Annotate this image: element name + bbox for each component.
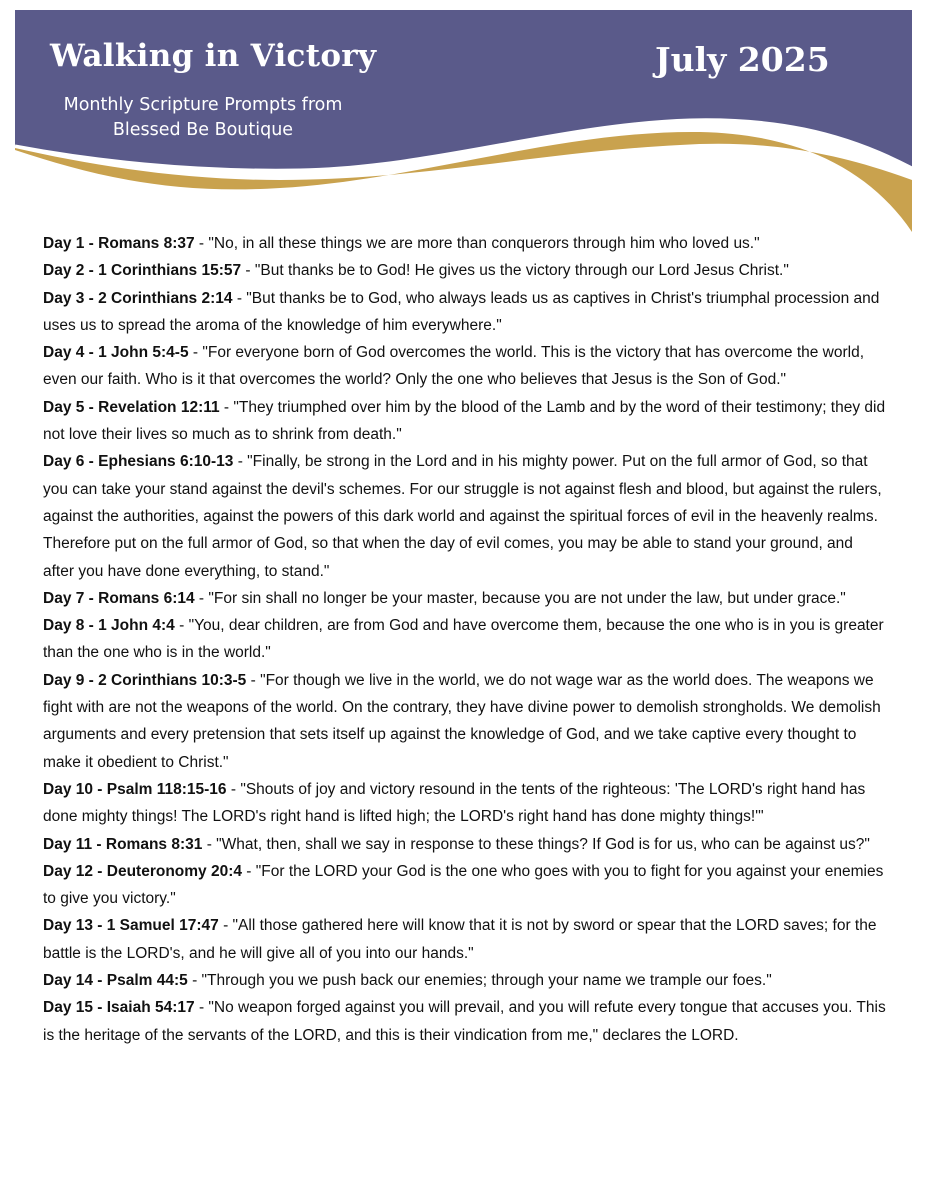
scripture-text: - "But thanks be to God! He gives us the victory through our Lord Jesus Christ." bbox=[241, 262, 789, 280]
scripture-entry bbox=[43, 448, 888, 584]
scripture-entry bbox=[43, 967, 888, 994]
scripture-reference: Day 7 - Romans 6:14 bbox=[43, 589, 195, 607]
scripture-reference: Day 12 - Deuteronomy 20:4 bbox=[43, 862, 242, 880]
scripture-reference: Day 15 - Isaiah 54:17 bbox=[43, 999, 195, 1017]
scripture-reference: Day 11 - Romans 8:31 bbox=[43, 835, 203, 853]
scripture-entry bbox=[43, 831, 888, 858]
scripture-text: - "What, then, shall we say in response to these things? If God is for us, who can be against us?" bbox=[202, 835, 870, 853]
scripture-reference: Day 13 - 1 Samuel 17:47 bbox=[43, 917, 219, 935]
scripture-text: - "They triumphed over him by the blood of the Lamb and by the word of their testimony; they did not love their lives so much as to shrink from death." bbox=[43, 398, 886, 444]
scripture-text: - "But thanks be to God, who always leads us as captives in Christ's triumphal procession and uses us to spread the aroma of the knowledge of him everywhere." bbox=[43, 289, 880, 334]
scripture-text: - "For everyone born of God overcomes the world. This is the victory that has overcome the world, even our faith. Who is it that overcomes the world? Only the one who believes that Jesus is the Son of God." bbox=[43, 344, 865, 389]
scripture-entry bbox=[43, 667, 888, 776]
scripture-reference: Day 9 - 2 Corinthians 10:3-5 bbox=[43, 671, 247, 689]
scripture-text: - "Through you we push back our enemies; through your name we trample our foes." bbox=[187, 972, 772, 990]
scripture-reference: Day 10 - Psalm 118:15-16 bbox=[43, 780, 227, 798]
scripture-text: - "For the LORD your God is the one who goes with you to fight for you against your enemies to give you victory." bbox=[43, 862, 884, 908]
scripture-entry bbox=[43, 585, 888, 612]
scripture-entry bbox=[43, 776, 888, 831]
scripture-text: - "You, dear children, are from God and have overcome them, because the one who is in you is greater than the one who is in the world." bbox=[43, 617, 884, 662]
scripture-text: - "For sin shall no longer be your master, because you are not under the law, but under grace." bbox=[194, 589, 846, 607]
scripture-text: - "For though we live in the world, we do not wage war as the world does. The weapons we fight with are not the weapons of the world. On the contrary, they have divine power to demolish strongholds. We demolish arguments and every pretension that sets itself up against the knowledge of God, and we take captive every thought to make it obedient to Christ." bbox=[43, 671, 881, 771]
scripture-entry bbox=[43, 912, 888, 967]
scripture-reference: Day 5 - Revelation 12:11 bbox=[43, 398, 220, 416]
month-label: July 2025 bbox=[655, 40, 830, 79]
scripture-reference: Day 2 - 1 Corinthians 15:57 bbox=[43, 262, 242, 280]
scripture-entry bbox=[43, 257, 888, 284]
scripture-text: - "No weapon forged against you will prevail, and you will refute every tongue that accuses you. This is the heritage of the servants of the LORD, and this is their vindication from me," declares the LORD. bbox=[43, 999, 886, 1044]
scripture-entry bbox=[43, 285, 888, 340]
page-title: Walking in Victory bbox=[50, 38, 377, 74]
scripture-reference: Day 6 - Ephesians 6:10-13 bbox=[43, 453, 234, 471]
subtitle-line-1: Monthly Scripture Prompts from bbox=[63, 95, 343, 115]
scripture-reference: Day 4 - 1 John 5:4-5 bbox=[43, 344, 189, 362]
scripture-entry bbox=[43, 339, 888, 394]
scripture-entry bbox=[43, 394, 888, 449]
scripture-list bbox=[43, 230, 888, 1049]
scripture-reference: Day 3 - 2 Corinthians 2:14 bbox=[43, 289, 233, 307]
scripture-reference: Day 1 - Romans 8:37 bbox=[43, 235, 195, 252]
scripture-text: - "Finally, be strong in the Lord and in his mighty power. Put on the full armor of God, so that you can take your stand against the devil's schemes. For our struggle is not against flesh and blood, but against the rulers, against the authorities, against the powers of this dark world and against the spiritual forces of evil in the heavenly realms. Therefore put on the full armor of God, so that when the day of evil comes, you may be able to stand your ground, and after you have done everything, to stand." bbox=[43, 453, 882, 580]
scripture-text: - "No, in all these things we are more than conquerors through him who loved us." bbox=[194, 235, 760, 252]
page-subtitle bbox=[44, 93, 362, 143]
scripture-entry bbox=[43, 858, 888, 913]
header-banner bbox=[0, 0, 927, 240]
scripture-text: - "Shouts of joy and victory resound in the tents of the righteous: 'The LORD's right hand has done mighty things! The LORD's right hand is lifted high; the LORD's right hand has done mighty things!'" bbox=[43, 780, 866, 826]
subtitle-line-2: Blessed Be Boutique bbox=[112, 120, 294, 140]
scripture-entry bbox=[43, 230, 888, 257]
scripture-reference: Day 8 - 1 John 4:4 bbox=[43, 617, 175, 635]
scripture-text: - "All those gathered here will know that it is not by sword or spear that the LORD saves; for the battle is the LORD's, and he will give all of you into our hands." bbox=[43, 917, 877, 962]
scripture-reference: Day 14 - Psalm 44:5 bbox=[43, 972, 188, 990]
scripture-entry bbox=[43, 612, 888, 667]
scripture-entry bbox=[43, 994, 888, 1049]
